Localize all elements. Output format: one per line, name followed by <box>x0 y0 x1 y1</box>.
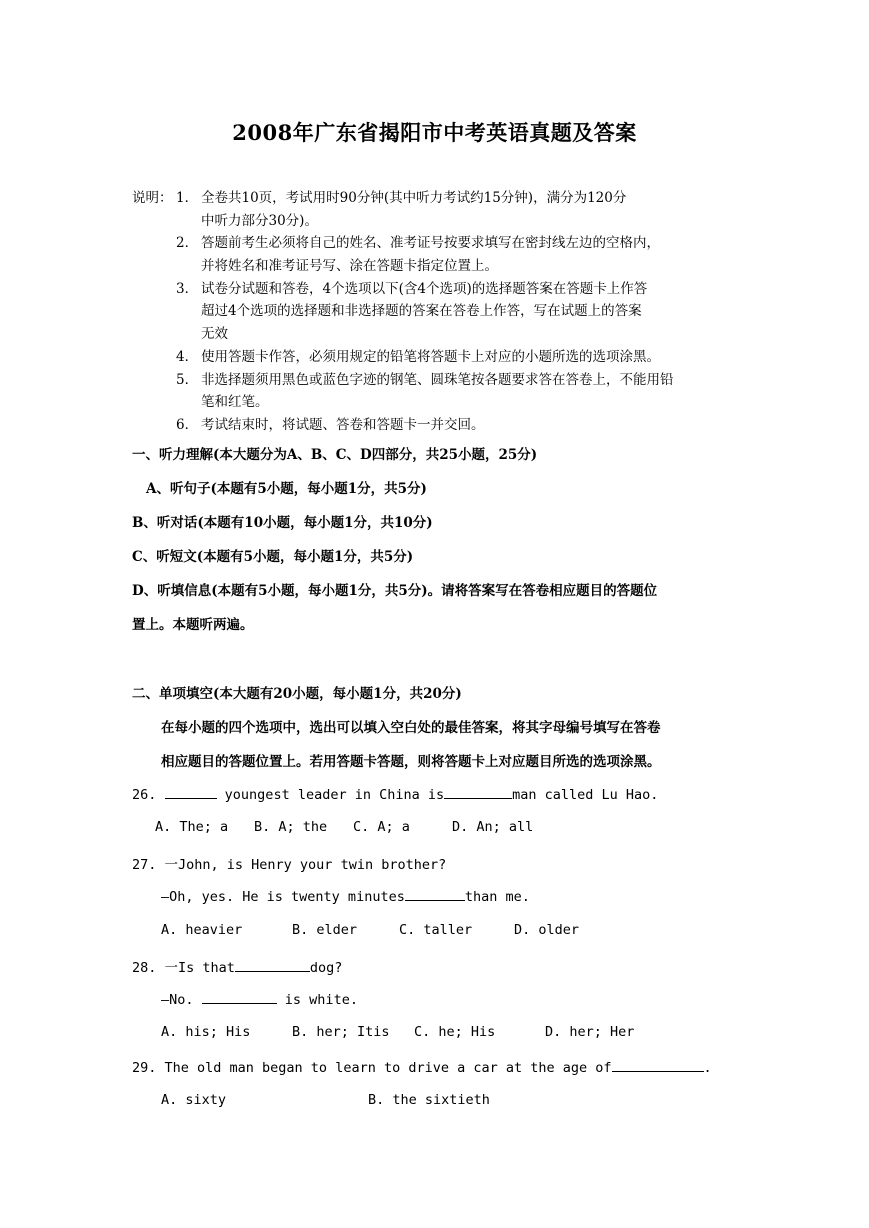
instruction-num-2: 2． <box>176 235 199 251</box>
option: A. sixty <box>161 1092 227 1108</box>
instruction-line: 无效 <box>201 326 228 342</box>
instruction-num-4: 4． <box>176 349 199 365</box>
question-text: —Oh, yes. He is twenty minutes <box>161 889 405 905</box>
instruction-num-6: 6． <box>176 417 199 433</box>
instruction-line: 笔和红笔。 <box>201 394 269 410</box>
option: C. A; a <box>353 819 410 835</box>
option: B. elder <box>292 922 358 938</box>
question-text: . <box>703 1060 712 1076</box>
section-1-part-b: B、听对话(本题有10小题，每小题1分，共10分) <box>132 515 433 531</box>
section-2-instruction: 相应题目的答题位置上。若用答题卡答题，则将答题卡上对应题目所选的选项涂黑。 <box>161 754 661 770</box>
option: D. her; Her <box>545 1024 635 1040</box>
option: A. heavier <box>161 922 243 938</box>
section-2-heading: 二、单项填空(本大题有20小题，每小题1分，共20分) <box>132 686 462 702</box>
option: A. The; a <box>155 819 229 835</box>
option: C. he; His <box>414 1024 496 1040</box>
answer-blank <box>165 785 217 799</box>
option: A. his; His <box>161 1024 251 1040</box>
instruction-line: 使用答题卡作答，必须用规定的铅笔将答题卡上对应的小题所选的选项涂黑。 <box>201 349 660 365</box>
question-26 <box>132 785 658 803</box>
question-text: man called Lu Hao. <box>512 787 659 803</box>
instruction-line: 非选择题须用黑色或蓝色字迹的钢笔、圆珠笔按各题要求答在答卷上，不能用铅 <box>201 372 674 388</box>
question-text: is white. <box>284 992 358 1008</box>
option: B. the sixtieth <box>368 1092 490 1108</box>
question-text: 29. The old man began to learn to drive a car at the age of <box>132 1060 612 1076</box>
question-27: 27. 一John, is Henry your twin brother? <box>132 857 447 873</box>
section-1-part-d: D、听填信息(本题有5小题，每小题1分，共5分)。请将答案写在答卷相应题目的答题位 <box>132 583 658 599</box>
question-text: —No. <box>161 992 194 1008</box>
option: B. A; the <box>254 819 328 835</box>
answer-blank <box>405 887 465 901</box>
option: B. her; Itis <box>292 1024 390 1040</box>
instruction-line: 答题前考生必须将自己的姓名、准考证号按要求填写在密封线左边的空格内， <box>201 235 660 251</box>
option: D. An; all <box>452 819 534 835</box>
question-27-response <box>161 887 530 905</box>
instruction-line: 试卷分试题和答卷，4个选项以下(含4个选项)的选择题答案在答题卡上作答 <box>201 281 648 297</box>
instruction-num-3: 3． <box>176 281 199 297</box>
answer-blank <box>235 958 310 972</box>
instruction-line: 并将姓名和准考证号写、涂在答题卡指定位置上。 <box>201 258 498 274</box>
instruction-line: 中听力部分30分)。 <box>201 213 318 229</box>
section-2-instruction: 在每小题的四个选项中，选出可以填入空白处的最佳答案，将其字母编号填写在答卷 <box>161 720 661 736</box>
instruction-num-1: 1． <box>176 190 199 206</box>
instruction-line: 考试结束时，将试题、答卷和答题卡一并交回。 <box>201 417 485 433</box>
answer-blank <box>612 1058 704 1072</box>
page-title: 2008年广东省揭阳市中考英语真题及答案 <box>232 120 637 145</box>
question-28-response <box>161 990 358 1008</box>
instruction-line: 超过4个选项的选择题和非选择题的答案在答卷上作答，写在试题上的答案 <box>201 303 642 319</box>
question-text: youngest leader in China is <box>224 787 445 803</box>
answer-blank <box>202 990 277 1004</box>
question-text: dog? <box>309 960 343 976</box>
section-1-part-d-cont: 置上。本题听两遍。 <box>132 617 254 633</box>
section-1-part-a: A、听句子(本题有5小题，每小题1分，共5分) <box>146 481 427 497</box>
question-29 <box>132 1058 712 1076</box>
instruction-line: 全卷共10页，考试用时90分钟(其中听力考试约15分钟)，满分为120分 <box>201 190 627 206</box>
option: D. older <box>514 922 580 938</box>
question-text: than me. <box>464 889 530 905</box>
section-1-heading: 一、听力理解(本大题分为A、B、C、D四部分，共25小题，25分) <box>132 447 538 463</box>
answer-blank <box>444 785 512 799</box>
question-number: 26. <box>132 787 157 803</box>
question-28 <box>132 956 342 976</box>
instruction-num-5: 5． <box>176 372 199 388</box>
question-text: 28. 一Is that <box>132 960 235 976</box>
section-1-part-c: C、听短文(本题有5小题，每小题1分，共5分) <box>132 549 414 565</box>
instructions-label: 说明： <box>132 190 173 206</box>
option: C. taller <box>399 922 473 938</box>
